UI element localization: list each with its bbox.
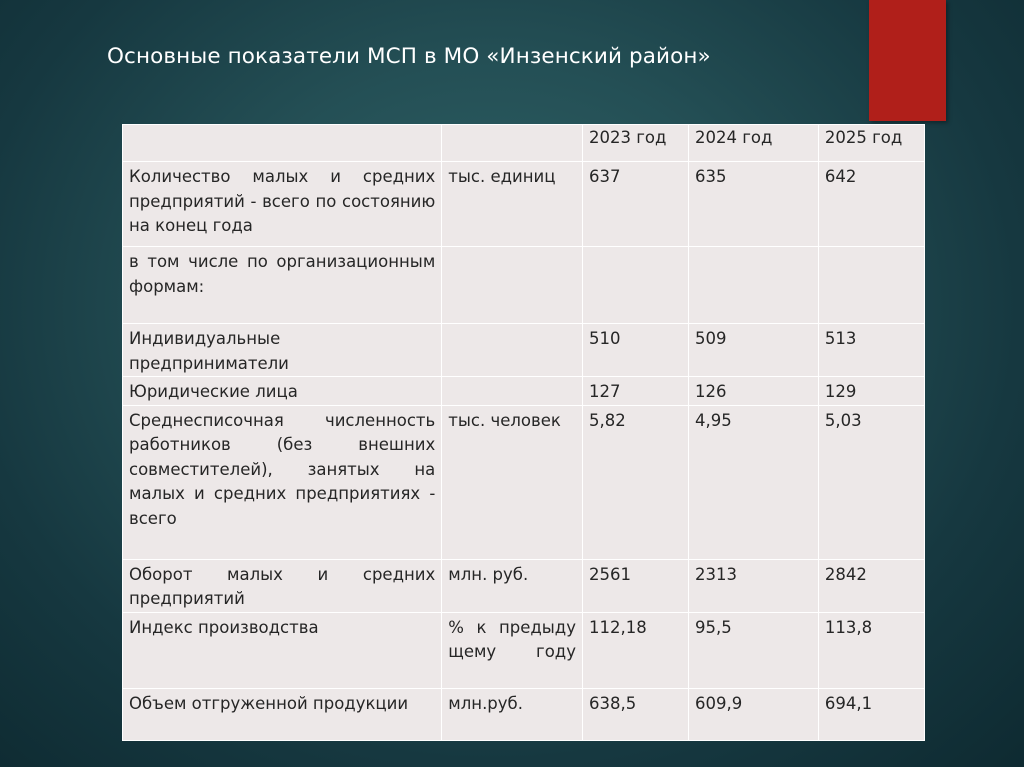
table-header-row bbox=[123, 125, 925, 162]
row-label: Юридические лица bbox=[123, 377, 442, 406]
indicators-table-container bbox=[122, 124, 925, 741]
row-value-2023: 637 bbox=[582, 162, 688, 247]
red-accent-bar bbox=[869, 0, 946, 121]
table-row bbox=[123, 612, 925, 688]
row-value-2025: 5,03 bbox=[818, 405, 924, 559]
row-unit: % к предыдущему году bbox=[442, 612, 583, 688]
row-value-2025: 2842 bbox=[818, 559, 924, 612]
table-row bbox=[123, 377, 925, 406]
header-cell-indicator bbox=[123, 125, 442, 162]
row-value-2024: 95,5 bbox=[689, 612, 819, 688]
table-row bbox=[123, 247, 925, 324]
row-label: Индекс производства bbox=[123, 612, 442, 688]
slide-title: Основные показатели МСП в МО «Инзенский район» bbox=[107, 44, 711, 69]
row-value-2024 bbox=[689, 247, 819, 324]
row-label: Объем отгруженной продукции bbox=[123, 688, 442, 740]
row-value-2024: 126 bbox=[689, 377, 819, 406]
row-value-2025: 113,8 bbox=[818, 612, 924, 688]
table-row bbox=[123, 162, 925, 247]
row-label: Оборот малых и средних предприятий bbox=[123, 559, 442, 612]
row-value-2025 bbox=[818, 247, 924, 324]
row-unit bbox=[442, 377, 583, 406]
row-value-2025: 513 bbox=[818, 324, 924, 377]
row-unit: млн.руб. bbox=[442, 688, 583, 740]
row-label: в том числе по организационным формам: bbox=[123, 247, 442, 324]
row-unit: млн. руб. bbox=[442, 559, 583, 612]
indicators-table bbox=[122, 124, 925, 741]
header-cell-unit bbox=[442, 125, 583, 162]
table-row bbox=[123, 324, 925, 377]
row-unit bbox=[442, 247, 583, 324]
row-value-2023: 127 bbox=[582, 377, 688, 406]
table-row bbox=[123, 405, 925, 559]
row-value-2024: 509 bbox=[689, 324, 819, 377]
row-label: Индивидуальные предприниматели bbox=[123, 324, 442, 377]
row-label: Среднесписочная численность работников (без внешних совместителей), занятых на малых и средних предприятиях - всего bbox=[123, 405, 442, 559]
table-row bbox=[123, 688, 925, 740]
header-cell-year-2025: 2025 год bbox=[818, 125, 924, 162]
row-value-2023 bbox=[582, 247, 688, 324]
row-unit: тыс. единиц bbox=[442, 162, 583, 247]
row-value-2023: 638,5 bbox=[582, 688, 688, 740]
row-value-2023: 2561 bbox=[582, 559, 688, 612]
table-row bbox=[123, 559, 925, 612]
row-unit bbox=[442, 324, 583, 377]
row-value-2023: 5,82 bbox=[582, 405, 688, 559]
row-value-2024: 2313 bbox=[689, 559, 819, 612]
row-value-2023: 112,18 bbox=[582, 612, 688, 688]
header-cell-year-2023: 2023 год bbox=[582, 125, 688, 162]
row-value-2024: 609,9 bbox=[689, 688, 819, 740]
row-value-2023: 510 bbox=[582, 324, 688, 377]
row-unit: тыс. человек bbox=[442, 405, 583, 559]
row-value-2025: 694,1 bbox=[818, 688, 924, 740]
row-label: Количество малых и средних предприятий - всего по состоянию на конец года bbox=[123, 162, 442, 247]
row-value-2025: 129 bbox=[818, 377, 924, 406]
row-value-2024: 4,95 bbox=[689, 405, 819, 559]
row-value-2025: 642 bbox=[818, 162, 924, 247]
header-cell-year-2024: 2024 год bbox=[689, 125, 819, 162]
row-value-2024: 635 bbox=[689, 162, 819, 247]
